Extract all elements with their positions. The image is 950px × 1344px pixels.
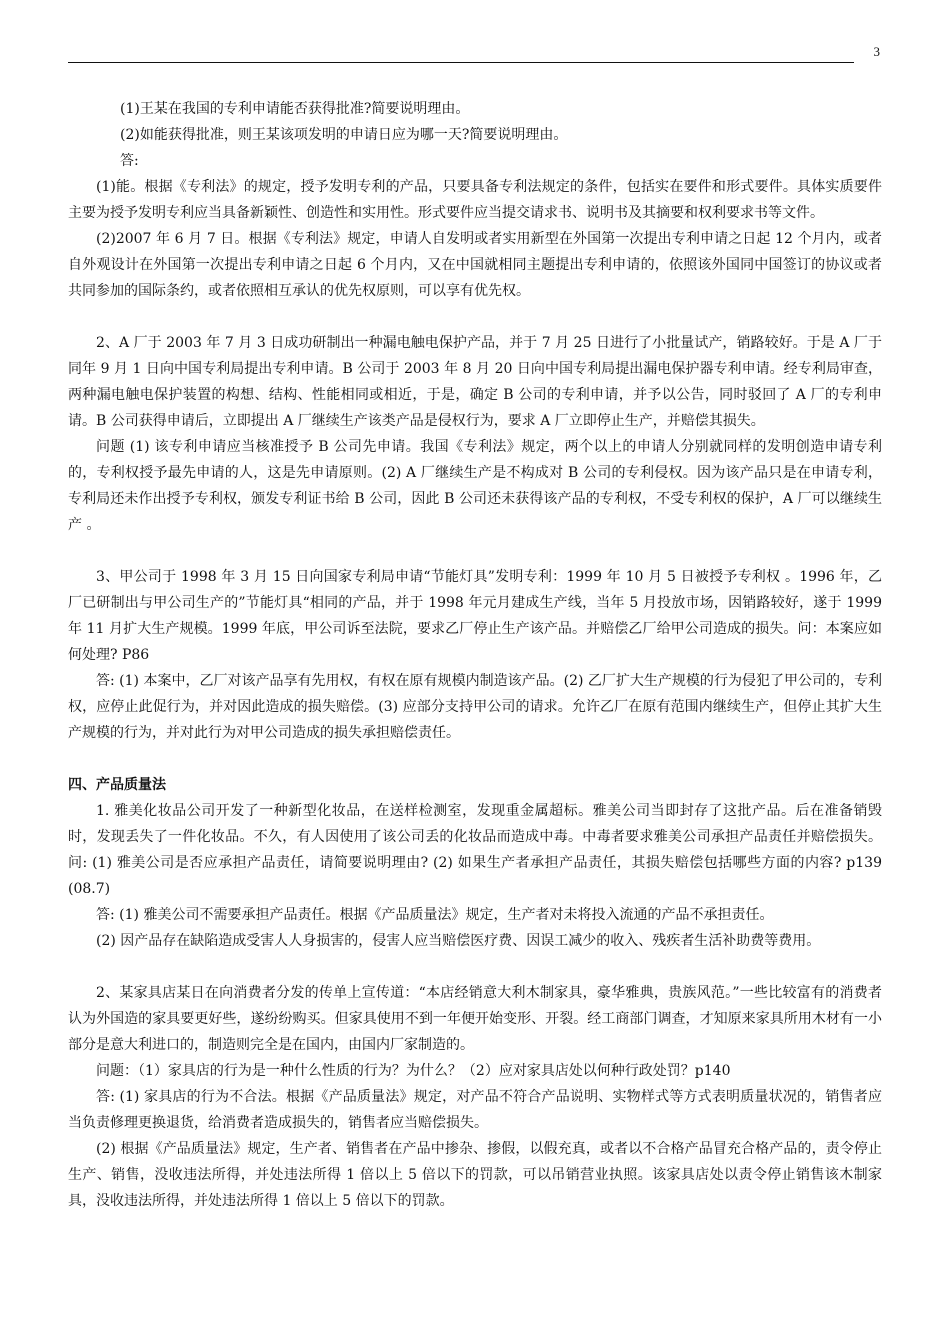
document-body — [68, 96, 882, 1214]
answer-paragraph: 答: (1) 本案中，乙厂对该产品享有先用权，有权在原有规模内制造该产品。(2) 乙厂扩大生产规模的行为侵犯了甲公司的，专利权，应停止此促行为，并对因此造成的损失赔偿。(3) 应部分支持甲公司的请求。允许乙厂在原有范围内继续生产，但停止其扩大生产规模的行为，并对此行为对甲公司造成的损失承担赔偿责任。 — [68, 673, 882, 741]
answer-paragraph: (2) 因产品存在缺陷造成受害人人身损害的，侵害人应当赔偿医疗费、因误工减少的收入、残疾者生活补助费等费用。 — [96, 933, 821, 949]
case-paragraph: 2、某家具店某日在向消费者分发的传单上宣传道：“本店经销意大利木制家具，豪华雅典，贵族风范。”一些比较富有的消费者认为外国造的家具要更好些，遂纷纷购买。但家具使用不到一年便开始变形、开裂。经工商部门调查，才知原来家具所用木材有一小部分是意大利进口的，制造则完全是在国内，由国内厂家制造的。 — [68, 985, 882, 1053]
answer-paragraph: (2)2007 年 6 月 7 日。根据《专利法》规定，申请人自发明或者实用新型在外国第一次提出专利申请之日起 12 个月内，或者自外观设计在外国第一次提出专利申请之日起 6 个月内，又在中国就相同主题提出专利申请的，依照该外国同中国签订的协议或者共同参加的国际条约，或者依照相互承认的优先权原则，可以享有优先权。 — [68, 231, 882, 299]
question-part-1: (1)王某在我国的专利申请能否获得批准?简要说明理由。 — [120, 101, 470, 117]
header-rule — [68, 62, 854, 63]
case-paragraph: 3、甲公司于 1998 年 3 月 15 日向国家专利局申请“节能灯具”发明专利：1999 年 10 月 5 日被授予专利权 。1996 年，乙厂已研制出与甲公司生产的”节能灯具“相同的产品，并于 1998 年元月建成生产线，当年 5 月投放市场，因销路较好，遂于 1999 年 11 月扩大生产规模。1999 年底，甲公司诉至法院，要求乙厂停止生产该产品。并赔偿乙厂给甲公司造成的损失。问：本案应如何处理? P86 — [68, 569, 882, 663]
answer-paragraph: 问题 (1) 该专利申请应当核准授予 B 公司先申请。我国《专利法》规定，两个以上的申请人分别就同样的发明创造申请专利的，专利权授予最先申请的人，这是先申请原则。(2) A 厂继续生产是不构成对 B 公司的专利侵权。因为该产品只是在申请专利，专利局还未作出授予专利权，颁发专利证书给 B 公司，因此 B 公司还未获得该产品的专利权，不受专利权的保护，A 厂可以继续生产 。 — [68, 439, 882, 533]
question-part-2: (2)如能获得批准，则王某该项发明的申请日应为哪一天?简要说明理由。 — [120, 127, 568, 143]
section-heading: 四、产品质量法 — [68, 777, 166, 793]
paragraph-gap — [68, 304, 882, 330]
case-paragraph: 2、A 厂于 2003 年 7 月 3 日成功研制出一种漏电触电保护产品，并于 7 月 25 日进行了小批量试产，销路较好。于是 A 厂于同年 9 月 1 日向中国专利局提出专利申请。B 公司于 2003 年 8 月 20 日向中国专利局提出漏电保护器专利申请。经专利局审查，两种漏电触电保护装置的构想、结构、性能相同或相近，于是，确定 B 公司的专利申请，并予以公告，同时驳回了 A 厂的专利申请。B 公司获得申请后，立即提出 A 厂继续生产该类产品是侵权行为，要求 A 厂立即停止生产，并赔偿其损失。 — [68, 335, 882, 429]
answer-paragraph: 答: (1) 家具店的行为不合法。根据《产品质量法》规定，对产品不符合产品说明、实物样式等方式表明质量状况的，销售者应当负责修理更换退货，给消费者造成损失的，销售者应当赔偿损失。 — [68, 1089, 882, 1131]
question-paragraph: 问题：（1）家具店的行为是一种什么性质的行为？为什么？（2）应对家具店处以何种行政处罚？p140 — [96, 1063, 731, 1079]
answer-label: 答: — [120, 153, 139, 169]
case-paragraph: 1. 雅美化妆品公司开发了一种新型化妆品，在送样检测室，发现重金属超标。雅美公司当即封存了这批产品。后在准备销毁时，发现丢失了一件化妆品。不久，有人因使用了该公司丢的化妆品而造成中毒。中毒者要求雅美公司承担产品责任并赔偿损失。问: (1) 雅美公司是否应承担产品责任，请简要说明理由? (2) 如果生产者承担产品责任，其损失赔偿包括哪些方面的内容? p139 (08.7) — [68, 803, 882, 897]
answer-paragraph: 答: (1) 雅美公司不需要承担产品责任。根据《产品质量法》规定，生产者对未将投入流通的产品不承担责任。 — [96, 907, 774, 923]
paragraph-gap — [68, 538, 882, 564]
paragraph-gap — [68, 954, 882, 980]
page-number: 3 — [873, 44, 880, 59]
answer-paragraph: (1)能。根据《专利法》的规定，授予发明专利的产品，只要具备专利法规定的条件，包括实在要件和形式要件。具体实质要件主要为授予发明专利应当具备新颖性、创造性和实用性。形式要件应当提交请求书、说明书及其摘要和权利要求书等文件。 — [68, 179, 882, 221]
answer-paragraph: (2) 根据《产品质量法》规定，生产者、销售者在产品中掺杂、掺假，以假充真，或者以不合格产品冒充合格产品的，责令停止生产、销售，没收违法所得，并处违法所得 1 倍以上 5 倍以下的罚款，可以吊销营业执照。该家具店处以责令停止销售该木制家具，没收违法所得，并处违法所得 1 倍以上 5 倍以下的罚款。 — [68, 1141, 882, 1209]
paragraph-gap — [68, 746, 882, 772]
